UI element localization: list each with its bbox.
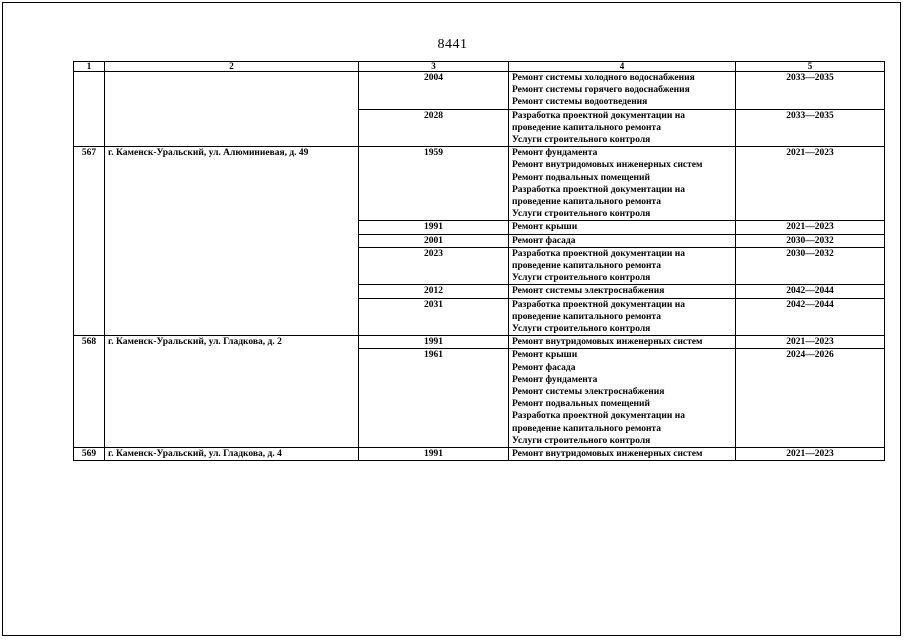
work-item: Услуги строительного контроля — [512, 209, 651, 220]
year-cell: 2004 — [359, 72, 509, 110]
work-item: Ремонт подвальных помещений — [512, 399, 650, 410]
work-item: Разработка проектной документации на — [512, 110, 685, 121]
year-cell: 2028 — [359, 109, 509, 147]
works-cell — [509, 349, 736, 448]
work-item: Ремонт фундамента — [512, 374, 598, 385]
row-number-cell: 568 — [74, 336, 105, 448]
year-cell: 2031 — [359, 298, 509, 336]
works-cell — [509, 448, 736, 461]
works-cell — [509, 234, 736, 247]
work-item: Ремонт системы электроснабжения — [512, 286, 665, 297]
work-item: Услуги строительного контроля — [512, 324, 651, 335]
work-item: Ремонт подвальных помещений — [512, 172, 650, 183]
work-item: проведение капитального ремонта — [512, 197, 661, 208]
year-cell: 2001 — [359, 234, 509, 247]
work-item: Услуги строительного контроля — [512, 435, 651, 446]
period-cell: 2033—2035 — [736, 109, 885, 147]
works-cell — [509, 147, 736, 221]
row-number-cell: 569 — [74, 448, 105, 461]
year-cell: 1991 — [359, 448, 509, 461]
work-item: Услуги строительного контроля — [512, 273, 651, 284]
header-col-2: 2 — [105, 62, 359, 72]
work-item: Ремонт внутридомовых инженерных систем — [512, 160, 703, 171]
work-item: Ремонт внутридомовых инженерных систем — [512, 449, 703, 460]
work-item: Ремонт внутридомовых инженерных систем — [512, 337, 703, 348]
year-cell: 1991 — [359, 336, 509, 349]
work-item: Разработка проектной документации на — [512, 411, 685, 422]
work-item: Ремонт системы электроснабжения — [512, 387, 665, 398]
year-cell: 2023 — [359, 247, 509, 285]
table-row — [74, 448, 885, 461]
table-row — [74, 147, 885, 221]
work-item: Ремонт системы холодного водоснабжения — [512, 73, 695, 83]
works-cell — [509, 72, 736, 110]
works-cell — [509, 109, 736, 147]
address-cell — [105, 72, 359, 147]
work-item: Разработка проектной документации на — [512, 248, 685, 259]
address-cell: г. Каменск-Уральский, ул. Алюминиевая, д. 49 — [105, 147, 359, 336]
period-cell: 2021—2023 — [736, 448, 885, 461]
works-cell — [509, 285, 736, 298]
period-cell: 2042—2044 — [736, 298, 885, 336]
header-row — [74, 62, 885, 72]
header-col-1: 1 — [74, 62, 105, 72]
work-item: Разработка проектной документации на — [512, 184, 685, 195]
year-cell: 1991 — [359, 221, 509, 234]
period-cell: 2042—2044 — [736, 285, 885, 298]
work-item: Ремонт системы водоотведения — [512, 97, 648, 108]
year-cell: 1959 — [359, 147, 509, 221]
address-cell: г. Каменск-Уральский, ул. Гладкова, д. 4 — [105, 448, 359, 461]
table-row — [74, 336, 885, 349]
work-item: Ремонт крыши — [512, 222, 578, 233]
period-cell: 2021—2023 — [736, 336, 885, 349]
works-cell — [509, 247, 736, 285]
period-cell: 2024—2026 — [736, 349, 885, 448]
period-cell: 2030—2032 — [736, 234, 885, 247]
work-item: Услуги строительного контроля — [512, 135, 651, 146]
period-cell: 2033—2035 — [736, 72, 885, 110]
work-item: проведение капитального ремонта — [512, 423, 661, 434]
work-item: Разработка проектной документации на — [512, 299, 685, 310]
year-cell: 2012 — [359, 285, 509, 298]
header-col-5: 5 — [736, 62, 885, 72]
period-cell: 2030—2032 — [736, 247, 885, 285]
work-item: проведение капитального ремонта — [512, 122, 661, 133]
row-number-cell: 567 — [74, 147, 105, 336]
work-item: Ремонт крыши — [512, 350, 578, 361]
work-item: проведение капитального ремонта — [512, 311, 661, 322]
row-number-cell — [74, 72, 105, 147]
header-col-3: 3 — [359, 62, 509, 72]
table-row — [74, 72, 885, 110]
header-col-4: 4 — [509, 62, 736, 72]
period-cell: 2021—2023 — [736, 221, 885, 234]
works-cell — [509, 298, 736, 336]
address-cell: г. Каменск-Уральский, ул. Гладкова, д. 2 — [105, 336, 359, 448]
work-item: Ремонт фасада — [512, 235, 576, 246]
works-cell — [509, 336, 736, 349]
period-cell: 2021—2023 — [736, 147, 885, 221]
page-number: 8441 — [437, 37, 468, 52]
year-cell: 1961 — [359, 349, 509, 448]
work-item: Ремонт фундамента — [512, 148, 598, 159]
works-cell — [509, 221, 736, 234]
work-item: Ремонт системы горячего водоснабжения — [512, 85, 690, 96]
capital-repair-table — [73, 61, 885, 461]
work-item: Ремонт фасада — [512, 362, 576, 373]
work-item: проведение капитального ремонта — [512, 261, 661, 272]
